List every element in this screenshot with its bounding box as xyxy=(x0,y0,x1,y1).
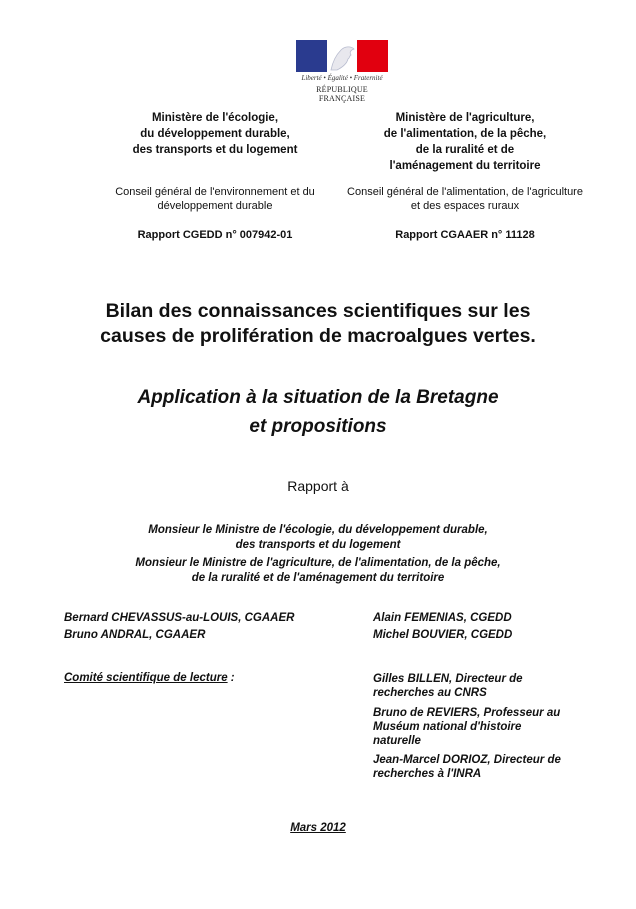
addressee-line: des transports et du logement xyxy=(235,539,401,551)
report-subtitle xyxy=(40,383,596,441)
addressee-line: Monsieur le Ministre de l'écologie, du développement durable, xyxy=(148,524,488,536)
report-title xyxy=(40,299,596,349)
tricolor-flag-icon xyxy=(296,40,388,72)
authors-right xyxy=(373,610,603,644)
reviewer-line: naturelle xyxy=(373,735,421,747)
author-name: Bruno ANDRAL, CGAAER xyxy=(64,629,206,641)
authors-left xyxy=(64,610,344,644)
author-name: Michel BOUVIER, CGEDD xyxy=(373,629,513,641)
republic-name: RÉPUBLIQUE FRANÇAISE xyxy=(316,85,368,103)
report-to-label: Rapport à xyxy=(287,478,349,494)
report-subtitle-line: et propositions xyxy=(249,416,387,437)
reviewer-line: Bruno de REVIERS, Professeur au xyxy=(373,707,561,719)
right-council-line: Conseil général de l'alimentation, de l'agriculture xyxy=(347,186,583,198)
marianne-profile-icon xyxy=(327,40,358,72)
left-ministry-line: des transports et du logement xyxy=(132,144,298,156)
left-ministry-line: du développement durable, xyxy=(140,128,290,140)
right-ministry-line: de la ruralité et de xyxy=(415,144,515,156)
committee-label: Comité scientifique de lecture xyxy=(64,672,228,684)
right-ministry-line: de l'alimentation, de la pêche, xyxy=(383,128,547,140)
report-title-line: Bilan des connaissances scientifiques sur les xyxy=(105,300,531,322)
right-council-line: et des espaces ruraux xyxy=(410,200,520,212)
author-name: Bernard CHEVASSUS-au-LOUIS, CGAAER xyxy=(64,612,295,624)
left-council-line: développement durable xyxy=(157,200,273,212)
addressee-line: de la ruralité et de l'aménagement du territoire xyxy=(191,572,445,584)
committee-heading xyxy=(64,670,324,687)
republic-motto: Liberté • Égalité • Fraternité xyxy=(301,74,383,82)
author-name: Alain FEMENIAS, CGEDD xyxy=(373,612,512,624)
reviewer xyxy=(373,672,603,700)
left-ministry-line: Ministère de l'écologie, xyxy=(151,112,279,124)
reviewer-line: recherches à l'INRA xyxy=(373,768,482,780)
right-report-ref: Rapport CGAAER n° 11128 xyxy=(395,229,535,241)
reviewer-line: recherches au CNRS xyxy=(373,687,487,699)
report-subtitle-line: Application à la situation de la Bretagne xyxy=(137,387,499,408)
republique-francaise-logo xyxy=(296,40,388,103)
left-ministry xyxy=(90,110,340,158)
addressee xyxy=(40,556,596,586)
reviewer-line: Muséum national d'histoire xyxy=(373,721,522,733)
right-ministry xyxy=(325,110,605,174)
reviewer-line: Gilles BILLEN, Directeur de xyxy=(373,673,523,685)
addressee-line: Monsieur le Ministre de l'agriculture, de l'alimentation, de la pêche, xyxy=(135,557,501,569)
left-council-line: Conseil général de l'environnement et du xyxy=(115,186,315,198)
right-ministry-line: l'aménagement du territoire xyxy=(389,160,541,172)
reviewer-line: Jean-Marcel DORIOZ, Directeur de xyxy=(373,754,561,766)
addressee xyxy=(40,523,596,553)
right-council xyxy=(310,185,620,213)
left-report-ref: Rapport CGEDD n° 007942-01 xyxy=(137,229,293,241)
committee-colon: : xyxy=(227,672,235,684)
report-title-line: causes de prolifération de macroalgues vertes. xyxy=(100,325,536,347)
right-ministry-line: Ministère de l'agriculture, xyxy=(395,112,535,124)
report-date: Mars 2012 xyxy=(290,822,346,834)
reviewer xyxy=(373,753,603,781)
reviewer xyxy=(373,706,603,748)
